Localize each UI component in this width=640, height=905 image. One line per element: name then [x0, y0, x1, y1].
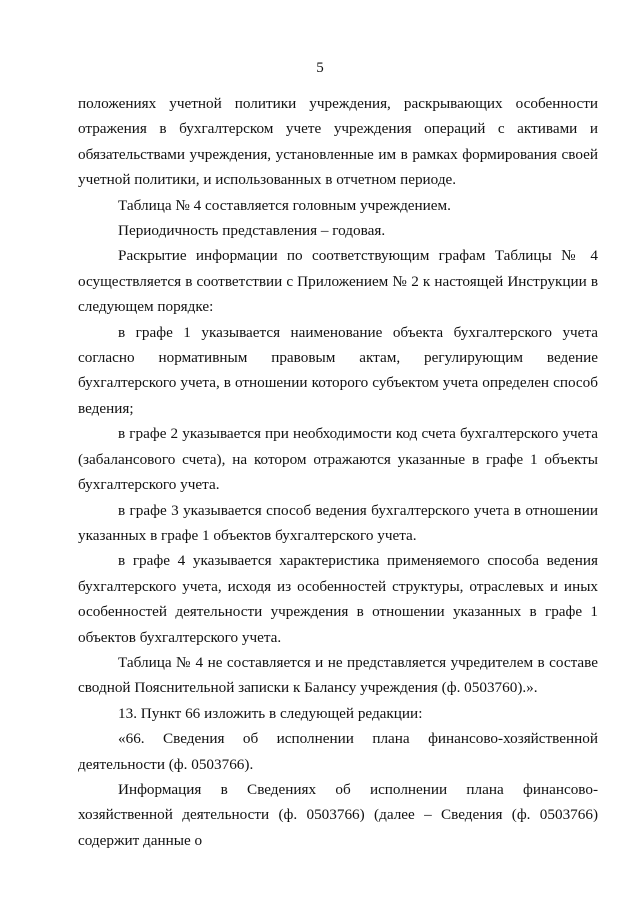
paragraph-1: положениях учетной политики учреждения, раскрывающих особенности отражения в бухгалтерском учете учреждения операций с активами и обязательствами учреждения, установленные им в рамках формирования своей учетной политики, и использованных в отчетном периоде. [78, 95, 598, 189]
document-body [78, 91, 598, 853]
paragraph-8: в графе 4 указывается характеристика применяемого способа ведения бухгалтерского учета, исходя из особенностей структуры, отраслевых и иных особенностей деятельности учреждения в отношении указанных в графе 1 объектов бухгалтерского учета. [78, 552, 598, 646]
paragraph-9: Таблица № 4 не составляется и не представляется учредителем в составе сводной Пояснительной записки к Балансу учреждения (ф. 0503760).». [78, 653, 598, 697]
page-number: 5 [316, 60, 324, 76]
paragraph-11: «66. Сведения об исполнении плана финансово-хозяйственной деятельности (ф. 0503766). [78, 730, 598, 773]
paragraph-7: в графе 3 указывается способ ведения бухгалтерского учета в отношении указанных в графе 1 объектов бухгалтерского учета. [78, 501, 598, 544]
paragraph-4: Раскрытие информации по соответствующим графам Таблицы № 4 осуществляется в соответствии с Приложением № 2 к настоящей Инструкции в следующем порядке: [78, 247, 598, 316]
paragraph-10: 13. Пункт 66 изложить в следующей редакции: [118, 704, 423, 722]
paragraph-5: в графе 1 указывается наименование объекта бухгалтерского учета согласно нормативным правовым актам, регулирующим ведение бухгалтерского учета, в отношении которого субъектом учета определен способ ведения; [78, 323, 598, 417]
paragraph-6: в графе 2 указывается при необходимости код счета бухгалтерского учета (забалансового счета), на котором отражаются указанные в графе 1 объекты бухгалтерского учета. [78, 425, 598, 494]
paragraph-3: Периодичность представления – годовая. [118, 222, 386, 240]
paragraph-12: Информация в Сведениях об исполнении плана финансово-хозяйственной деятельности (ф. 0503766) (далее – Сведения (ф. 0503766) содержит данные о [78, 780, 598, 849]
paragraph-2: Таблица № 4 составляется головным учреждением. [118, 196, 451, 214]
